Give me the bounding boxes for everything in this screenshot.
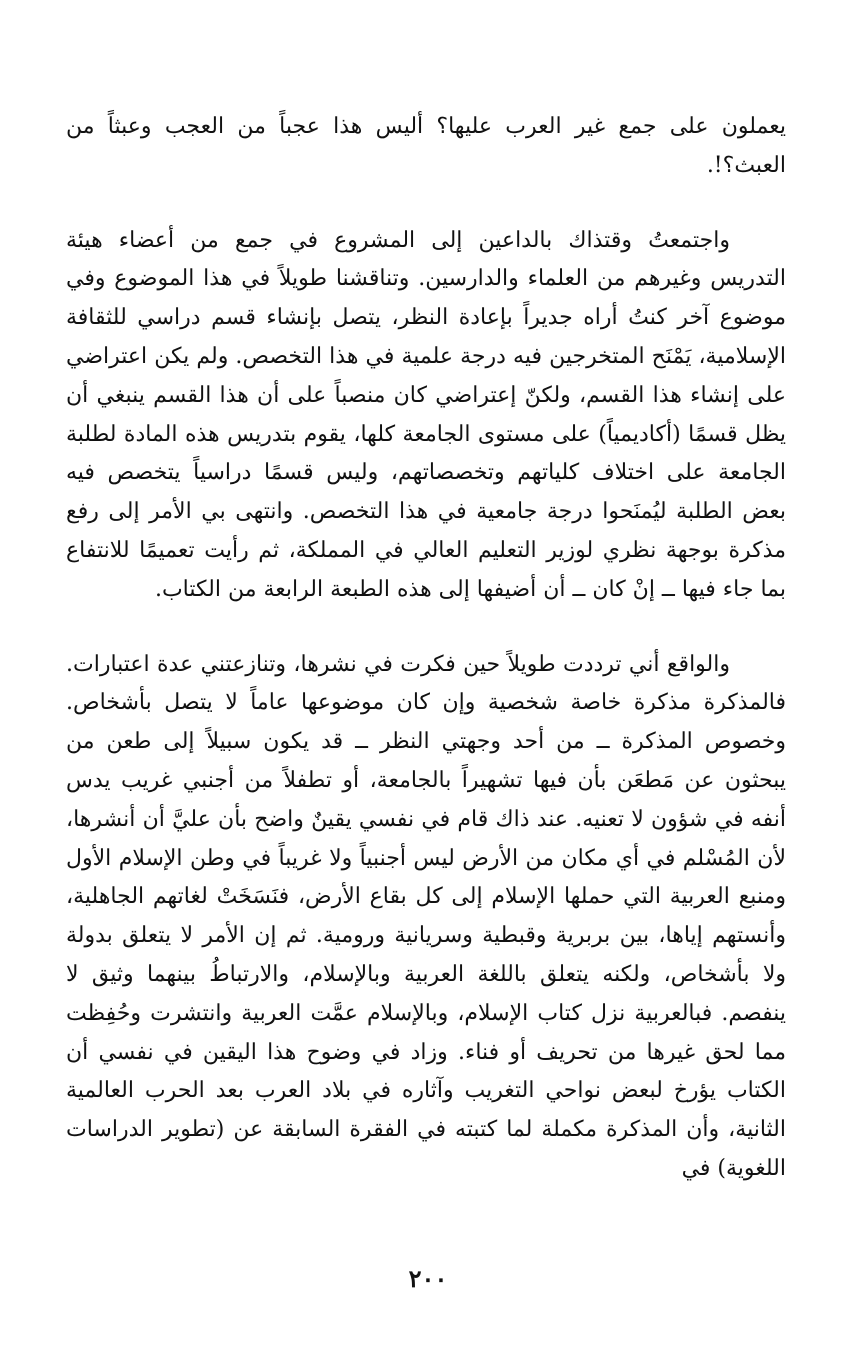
paragraph-continuation: يعملون على جمع غير العرب عليها؟ أليس هذا عجباً من العجب وعبثاً من العبث؟!.: [66, 114, 786, 178]
page-number: ٢٠٠: [408, 1264, 448, 1293]
body-text: [66, 108, 786, 1189]
paragraph: والواقع أني ترددت طويلاً حين فكرت في نشرها، وتنازعتني عدة اعتبارات. فالمذكرة مذكرة خاصة شخصية وإن كان موضوعها عاماً لا يتصل بأشخاص. وخصوص المذكرة ــ من أحد وجهتي النظر ــ قد يكون سبيلاً إلى طعن من يبحثون عن مَطعَن بأن فيها تشهيراً بالجامعة، أو تطفلاً من أجنبي غريب يدس أنفه في شؤون لا تعنيه. عند ذاك قام في نفسي يقينٌ واضح بأن عليَّ أن أنشرها، لأن المُسْلم في أي مكان من الأرض ليس أجنبياً ولا غريباً في وطن الإسلام الأول ومنبع العربية التي حملها الإسلام إلى كل بقاع الأرض، فنَسَخَتْ لغاتهم الجاهلية، وأنستهم إياها، بين بربرية وقبطية وسريانية ورومية. ثم إن الأمر لا يتعلق بدولة ولا بأشخاص، ولكنه يتعلق باللغة العربية وبالإسلام، والارتباطُ بينهما وثيق لا ينفصم. فبالعربية نزل كتاب الإسلام، وبالإسلام عمَّت العربية وانتشرت وحُفِظت مما لحق غيرها من تحريف أو فناء. وزاد في وضوح هذا اليقين في نفسي أن الكتاب يؤرخ لبعض نواحي التغريب وآثاره في بلاد العرب بعد الحرب العالمية الثانية، وأن المذكرة مكملة لما كتبته في الفقرة السابقة عن (تطوير الدراسات اللغوية) في: [66, 651, 786, 1181]
paragraph: واجتمعتُ وقتذاك بالداعين إلى المشروع في جمع من أعضاء هيئة التدريس وغيرهم من العلماء والدارسين. وتناقشنا طويلاً في هذا الموضوع وفي موضوع آخر كنتُ أراه جديراً بإعادة النظر، يتصل بإنشاء قسم دراسي للثقافة الإسلامية، يَمْنَح المتخرجين فيه درجة علمية في هذا التخصص. ولم يكن اعتراضي على إنشاء هذا القسم، ولكنّ إعتراضي كان منصباً على أن هذا القسم ينبغي أن يظل قسمًا (أكاديمياً) على مستوى الجامعة كلها، يقوم بتدريس هذه المادة لطلبة الجامعة على اختلاف كلياتهم وتخصصاتهم، وليس قسمًا دراسياً يتخصص فيه بعض الطلبة ليُمنَحوا درجة جامعية في هذا التخصص. وانتهى بي الأمر إلى رفع مذكرة بوجهة نظري لوزير التعليم العالي في المملكة، ثم رأيت تعميمًا للانتفاع بما جاء فيها ــ إنْ كان ــ أن أضيفها إلى هذه الطبعة الرابعة من الكتاب.: [66, 227, 786, 602]
